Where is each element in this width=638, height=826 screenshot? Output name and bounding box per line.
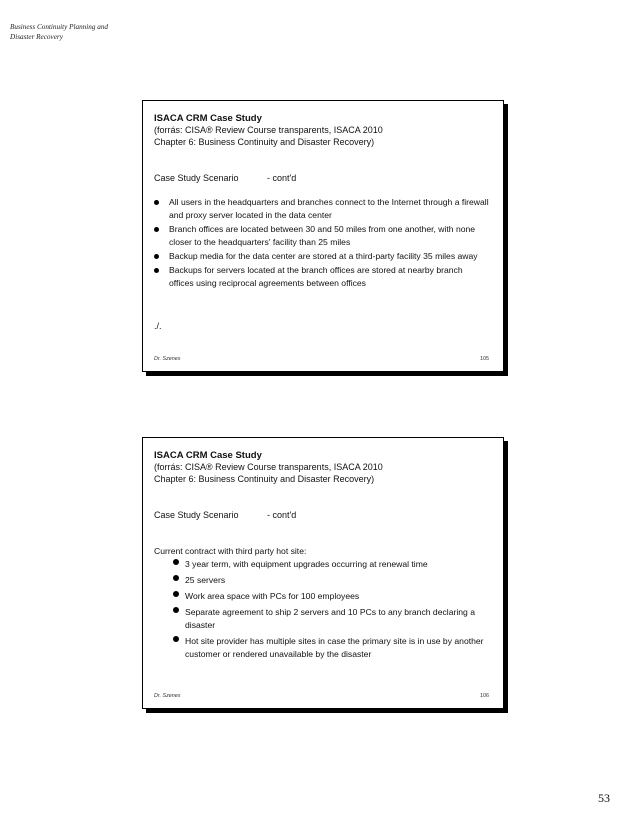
bullet-text: 3 year term, with equipment upgrades occurring at renewal time [185,559,428,569]
scenario-label: Case Study Scenario [154,510,239,520]
bullet-dot-icon [173,559,179,565]
bullet-dot-icon [173,636,179,642]
bullet-dot-icon [154,268,159,273]
bullet-text: Backup media for the data center are stored at a third-party facility 35 miles away [169,251,478,261]
list-item [154,223,489,249]
continued-mark: ./. [154,321,162,331]
running-header [10,22,108,42]
bullet-text: 25 servers [185,575,226,585]
scenario-contd: - cont'd [267,173,297,183]
contract-intro: Current contract with third party hot site: [154,546,307,556]
slide-footer-number: 106 [480,693,489,699]
slide-106 [142,437,504,709]
bullet-text: Backups for servers located at the branch offices are stored at nearby branch offices using reciprocal agreements between offices [169,265,463,288]
bullet-text: All users in the headquarters and branches connect to the Internet through a firewall and proxy server located in the data center [169,197,489,220]
slide-105 [142,100,504,372]
scenario-bullet-list [154,196,489,291]
slide-source-line-2: Chapter 6: Business Continuity and Disaster Recovery) [154,137,375,147]
page-number: 53 [598,791,610,805]
slide-source-line-2: Chapter 6: Business Continuity and Disaster Recovery) [154,474,375,484]
list-item [154,196,489,222]
slide-title: ISACA CRM Case Study [154,113,262,124]
contract-bullet-list [173,558,493,664]
list-item [173,558,493,571]
scenario-contd: - cont'd [267,510,297,520]
bullet-dot-icon [154,227,159,232]
scenario-label: Case Study Scenario [154,173,239,183]
slide-footer-number: 105 [480,356,489,362]
header-line-2: Disaster Recovery [10,33,63,41]
bullet-text: Separate agreement to ship 2 servers and 10 PCs to any branch declaring a disaster [185,607,475,630]
list-item [173,590,493,603]
list-item [173,635,493,661]
slide-footer-author: Dr. Szenes [154,356,181,362]
bullet-dot-icon [173,607,179,613]
bullet-dot-icon [154,200,159,205]
list-item [173,606,493,632]
bullet-text: Hot site provider has multiple sites in case the primary site is in use by another customer or rendered unavailable by the disaster [185,636,484,659]
bullet-dot-icon [154,254,159,259]
slide-footer-author: Dr. Szenes [154,693,181,699]
list-item [154,250,489,263]
list-item [173,574,493,587]
scenario-heading [154,173,297,183]
list-item [154,264,489,290]
bullet-text: Branch offices are located between 30 and 50 miles from one another, with none closer to the headquarters' facility than 25 miles [169,224,476,247]
bullet-dot-icon [173,575,179,581]
slide-source-line-1: (forrás: CISA® Review Course transparents, ISACA 2010 [154,125,383,135]
slide-source-line-1: (forrás: CISA® Review Course transparents, ISACA 2010 [154,462,383,472]
scenario-heading [154,510,297,520]
bullet-text: Work area space with PCs for 100 employees [185,591,360,601]
slide-title: ISACA CRM Case Study [154,450,262,461]
header-line-1: Business Continuity Planning and [10,23,109,31]
bullet-dot-icon [173,591,179,597]
